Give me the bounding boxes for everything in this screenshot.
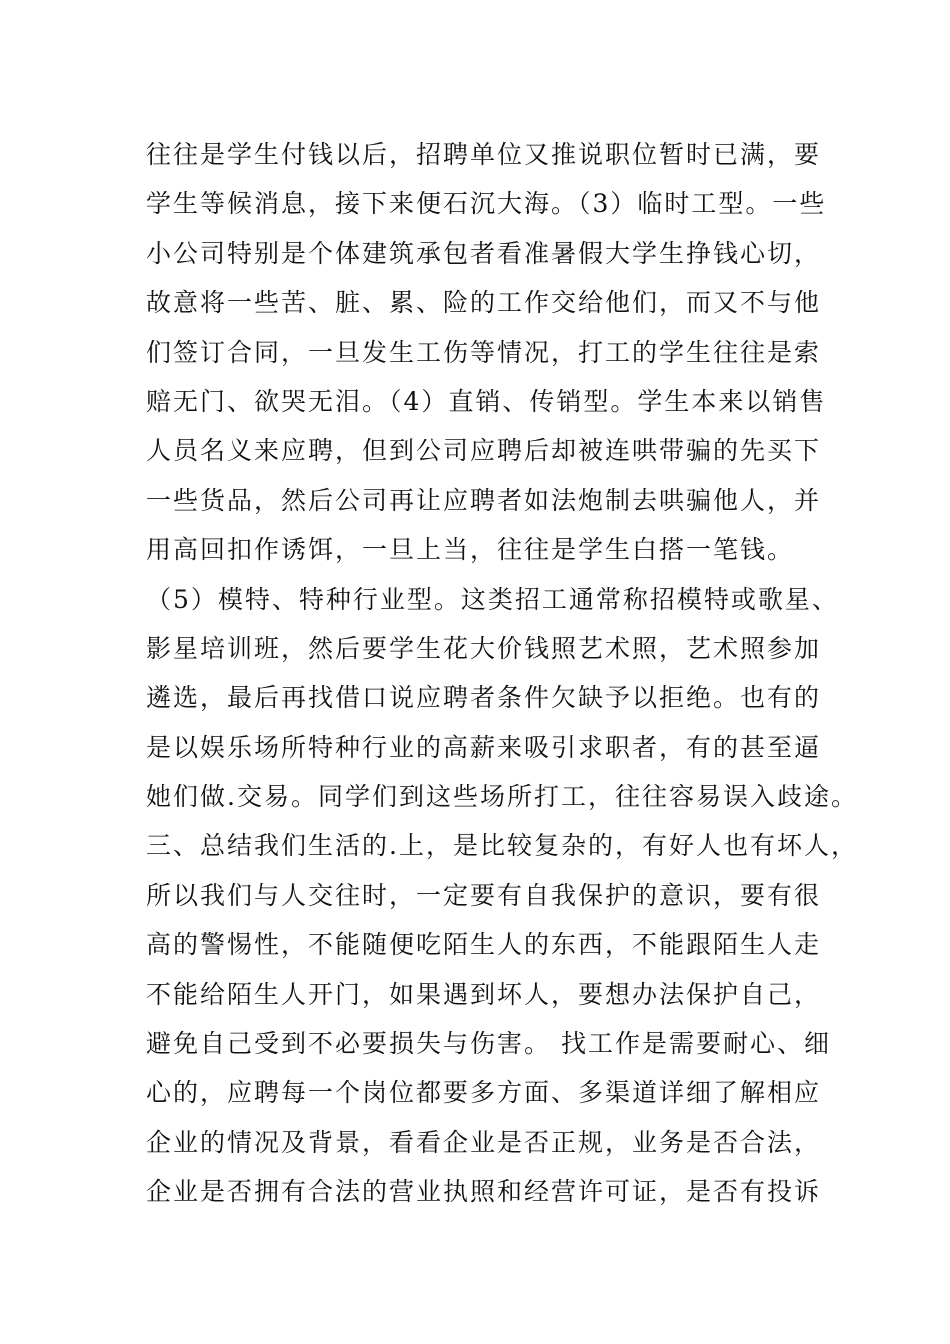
text-line: 不能给陌生人开门，如果遇到坏人，要想办法保护自己， [146,979,822,1009]
text-line: 赔无门、欲哭无泪。（4）直销、传销型。学生本来以销售 [146,386,827,416]
text-line: 避免自己受到不必要损失与伤害。 找工作是需要耐心、细 [146,1029,831,1059]
text-line: 们签订合同，一旦发生工伤等情况，打工的学生往往是索 [146,337,822,367]
text-line: 三、总结我们生活的.上，是比较复杂的，有好人也有坏人， [146,831,858,861]
text-line: 往往是学生付钱以后，招聘单位又推说职位暂时已满，要 [146,140,822,169]
text-line: 人员名义来应聘，但到公司应聘后却被连哄带骗的先买下 [146,436,822,466]
text-line: 一些货品，然后公司再让应聘者如法炮制去哄骗他人，并 [146,485,822,515]
text-line: （5）模特、特种行业型。这类招工通常称招模特或歌星、 [146,584,839,614]
text-line: 她们做.交易。同学们到这些场所打工，往往容易误入歧途。 [146,782,858,812]
text-line: 用高回扣作诱饵，一旦上当，往往是学生白搭一笔钱。 [146,535,795,565]
body-text [146,130,858,1217]
text-line: 影星培训班，然后要学生花大价钱照艺术照，艺术照参加 [146,633,822,663]
text-line: 学生等候消息，接下来便石沉大海。（3）临时工型。一些 [146,189,827,219]
text-line: 遴选，最后再找借口说应聘者条件欠缺予以拒绝。也有的 [146,683,822,713]
text-line: 高的警惕性，不能随便吃陌生人的东西，不能跟陌生人走 [146,930,822,960]
text-line: 故意将一些苦、脏、累、险的工作交给他们，而又不与他 [146,288,822,318]
text-line: 心的，应聘每一个岗位都要多方面、多渠道详细了解相应 [146,1078,822,1108]
text-line: 小公司特别是个体建筑承包者看准暑假大学生挣钱心切， [146,238,822,268]
text-line: 企业的情况及背景，看看企业是否正规，业务是否合法， [146,1127,822,1157]
text-line: 企业是否拥有合法的营业执照和经营许可证，是否有投诉 [146,1177,822,1207]
text-line: 所以我们与人交往时，一定要有自我保护的意识，要有很 [146,880,822,910]
text-line: 是以娱乐场所特种行业的高薪来吸引求职者，有的甚至逼 [146,732,822,762]
